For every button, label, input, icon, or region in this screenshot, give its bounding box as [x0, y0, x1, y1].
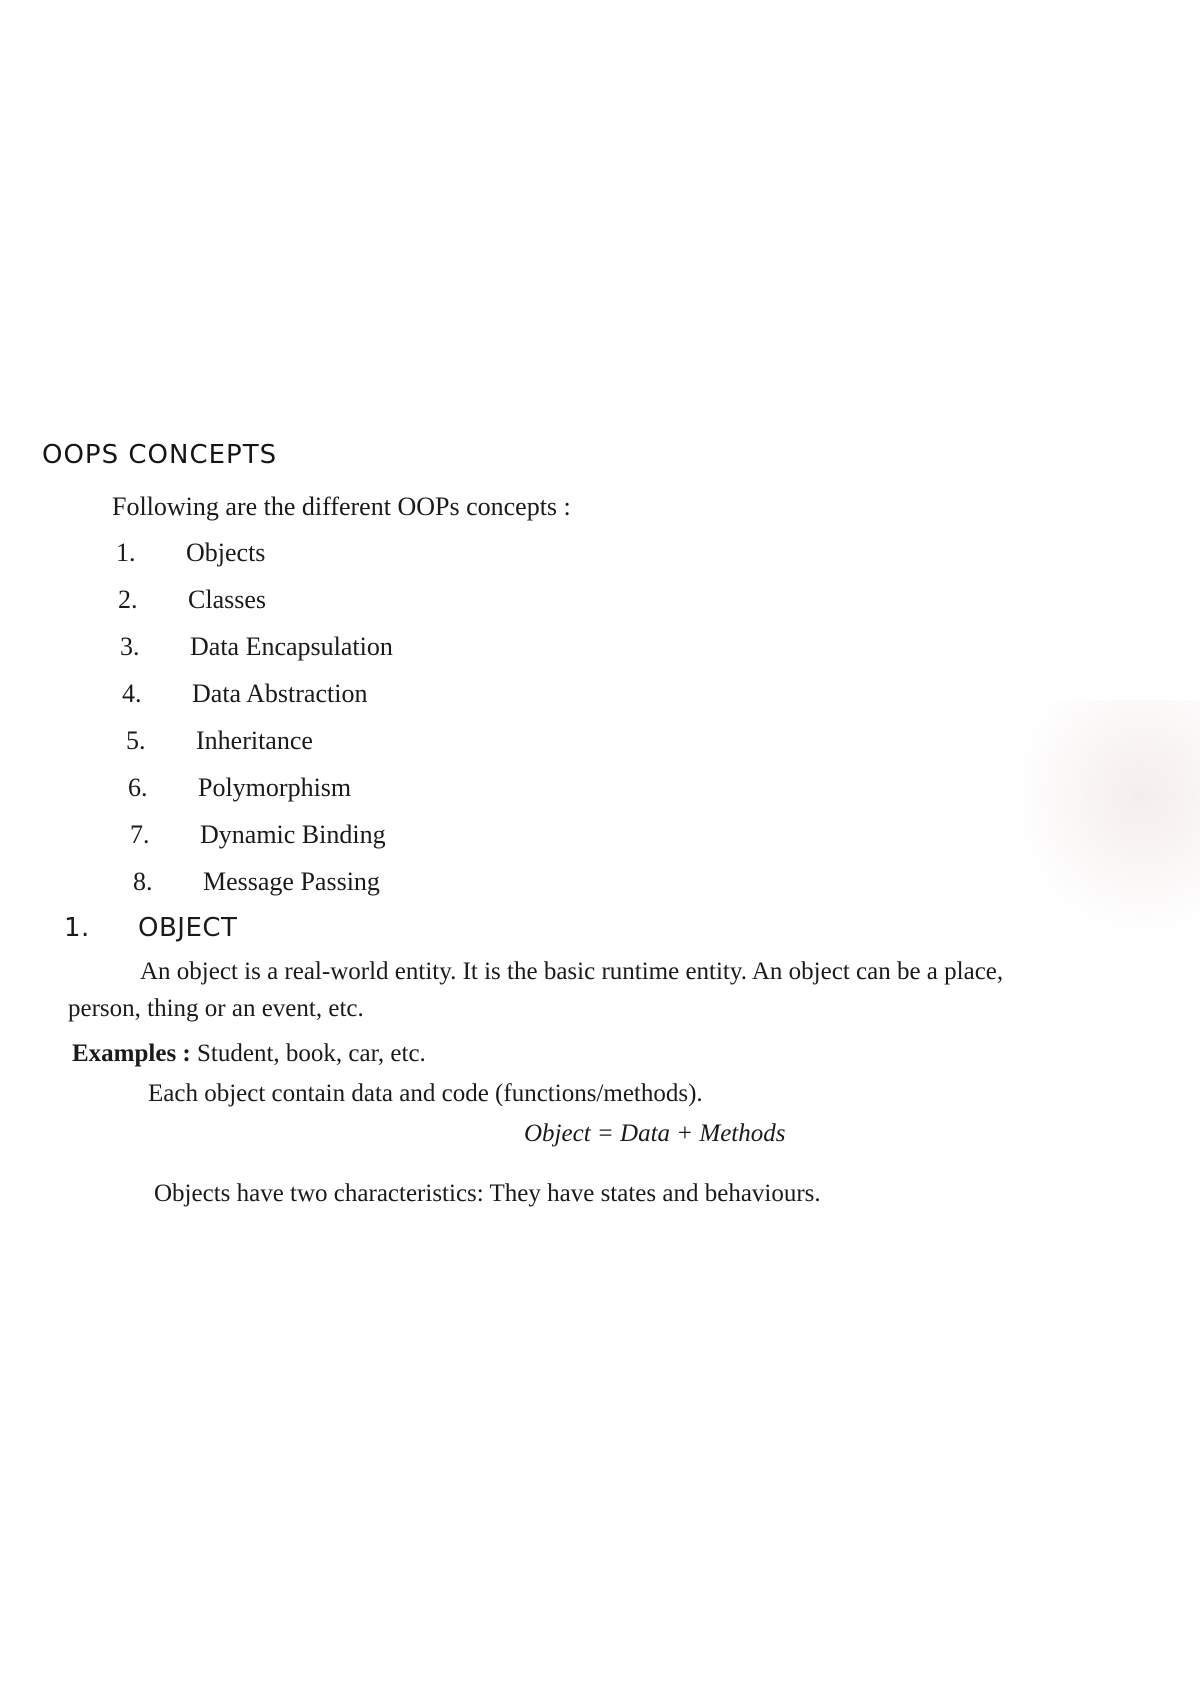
characteristics-line: Objects have two characteristics: They have states and behaviours.: [154, 1180, 821, 1207]
examples-line: [72, 1040, 426, 1068]
list-item: [118, 585, 266, 615]
examples-text: Student, book, car, etc.: [190, 1040, 426, 1067]
list-item: [133, 867, 380, 897]
object-formula: Object = Data + Methods: [524, 1120, 786, 1147]
section-title: OBJECT: [138, 913, 238, 943]
list-item: [128, 773, 351, 803]
list-item-label: Data Encapsulation: [190, 632, 393, 661]
list-item-number: 4.: [122, 679, 142, 708]
list-item: [120, 632, 393, 662]
paper-stain: [1010, 700, 1200, 940]
list-item-label: Data Abstraction: [192, 679, 368, 708]
definition-line-2: person, thing or an event, etc.: [68, 995, 364, 1022]
list-item-label: Message Passing: [203, 867, 380, 896]
list-item: [122, 679, 367, 709]
list-item-label: Dynamic Binding: [200, 820, 386, 849]
list-item-label: Inheritance: [196, 726, 313, 755]
list-item-number: 1.: [116, 538, 136, 567]
list-item: [126, 726, 313, 756]
list-item-label: Classes: [188, 585, 266, 614]
list-item-number: 2.: [118, 585, 138, 614]
list-item-number: 3.: [120, 632, 140, 661]
contains-line: Each object contain data and code (functions/methods).: [148, 1080, 703, 1107]
list-item-number: 5.: [126, 726, 146, 755]
list-item-number: 6.: [128, 773, 148, 802]
intro-text: Following are the different OOPs concepts :: [112, 492, 571, 521]
list-item-label: Polymorphism: [198, 773, 352, 802]
section-number: 1.: [64, 913, 90, 943]
page-heading: OOPS CONCEPTS: [42, 440, 278, 470]
list-item-label: Objects: [186, 538, 266, 567]
section-heading-object: [64, 913, 237, 943]
list-item-number: 7.: [130, 820, 150, 849]
list-item-number: 8.: [133, 867, 153, 896]
list-item: [116, 538, 265, 568]
definition-line-1: An object is a real-world entity. It is the basic runtime entity. An object can be a place,: [140, 958, 1004, 985]
examples-label: Examples :: [72, 1040, 191, 1067]
list-item: [130, 820, 386, 850]
